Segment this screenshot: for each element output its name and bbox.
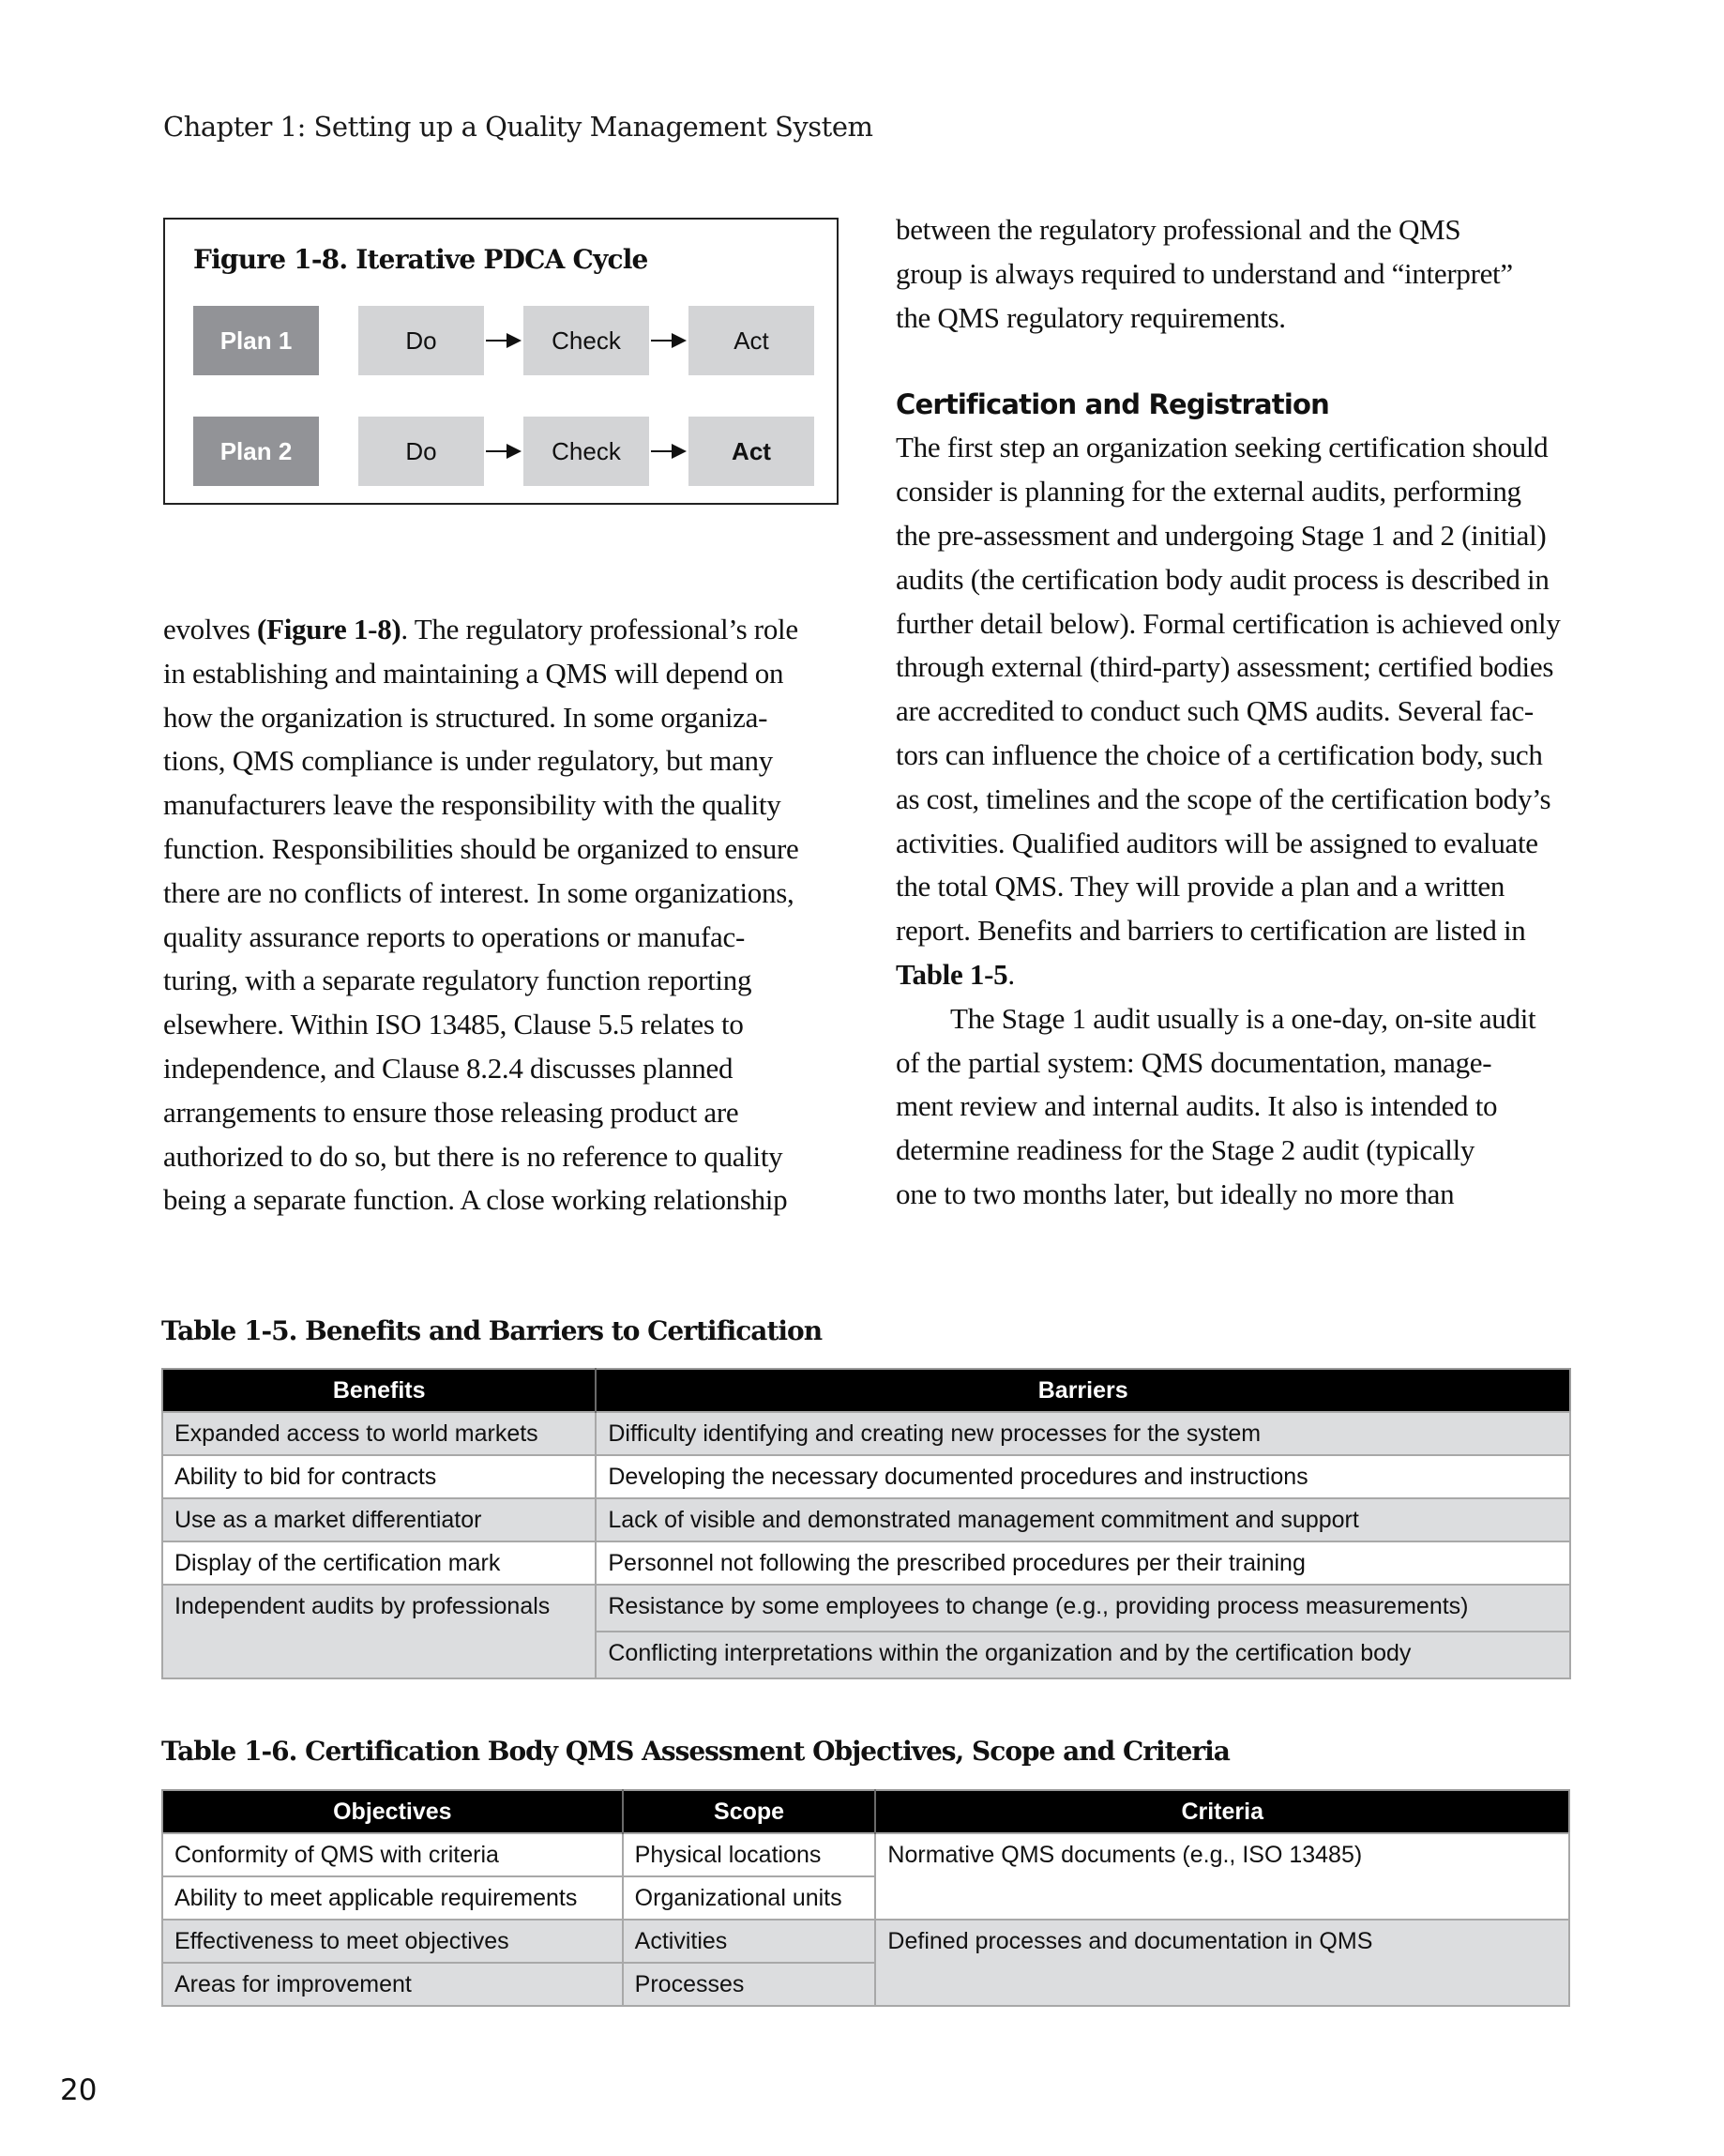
text-line: consider is planning for the external audits, performing xyxy=(896,475,1521,509)
benefit-cell: Use as a market differentiator xyxy=(162,1498,596,1541)
text-line: audits (the certification body audit process is described in xyxy=(896,562,1550,596)
text-line: independence, and Clause 8.2.4 discusses planned xyxy=(163,1051,733,1085)
text-line: quality assurance reports to operations or manufac- xyxy=(163,919,745,953)
table-header-row xyxy=(162,1369,1570,1412)
text-line: arrangements to ensure those releasing product are xyxy=(163,1095,739,1129)
scope-cell: Processes xyxy=(623,1963,876,2006)
text-line: further detail below). Formal certification is achieved only xyxy=(896,606,1561,640)
barrier-cell: Conflicting interpretations within the organization and by the certification body xyxy=(596,1632,1570,1678)
table-1-5 xyxy=(161,1368,1571,1679)
figure-title: Figure 1-8. Iterative PDCA Cycle xyxy=(193,244,648,275)
scope-cell: Activities xyxy=(623,1920,876,1963)
figure-pdca-cycle xyxy=(163,218,839,505)
arrow-right-icon xyxy=(486,340,520,342)
text-span: . The regulatory professional’s role xyxy=(401,613,798,645)
barrier-cell: Lack of visible and demonstrated management commitment and support xyxy=(596,1498,1570,1541)
text-line: of the partial system: QMS documentation, manage- xyxy=(896,1045,1492,1079)
text-line: tors can influence the choice of a certification body, such xyxy=(896,737,1543,771)
table-reference: Table 1-5 xyxy=(896,957,1008,991)
barrier-cell: Difficulty identifying and creating new processes for the system xyxy=(596,1412,1570,1455)
scope-cell: Physical locations xyxy=(623,1833,876,1876)
plan-box: Plan 2 xyxy=(193,417,319,486)
objective-cell: Conformity of QMS with criteria xyxy=(162,1833,623,1876)
benefit-cell: Expanded access to world markets xyxy=(162,1412,596,1455)
barrier-cell: Personnel not following the prescribed procedures per their training xyxy=(596,1541,1570,1585)
pdca-row-2 xyxy=(193,417,812,486)
text-line: authorized to do so, but there is no reference to quality xyxy=(163,1139,783,1173)
table-row xyxy=(162,1920,1569,1963)
arrow-right-icon xyxy=(651,450,685,452)
text-line xyxy=(163,608,848,652)
table-row xyxy=(162,1541,1570,1585)
running-head: Chapter 1: Setting up a Quality Management System xyxy=(163,111,873,143)
text-span: . xyxy=(1007,957,1015,991)
column-header-objectives: Objectives xyxy=(162,1790,623,1833)
table-1-6-title: Table 1-6. Certification Body QMS Assessment Objectives, Scope and Criteria xyxy=(161,1736,1230,1767)
text-line: function. Responsibilities should be organized to ensure xyxy=(163,831,799,865)
text-line: the total QMS. They will provide a plan and a written xyxy=(896,870,1505,903)
arrow-right-icon xyxy=(486,450,520,452)
objective-cell: Areas for improvement xyxy=(162,1963,623,2006)
table-row xyxy=(162,1833,1569,1876)
text-line: in establishing and maintaining a QMS will depend on xyxy=(163,656,784,690)
text-line: manufacturers leave the responsibility with the quality xyxy=(163,788,781,822)
column-header-criteria: Criteria xyxy=(875,1790,1569,1833)
column-header-barriers: Barriers xyxy=(596,1369,1570,1412)
text-span: evolves xyxy=(163,613,258,645)
text-line: elsewhere. Within ISO 13485, Clause 5.5 relates to xyxy=(163,1008,744,1041)
text-line: ment review and internal audits. It also is intended to xyxy=(896,1089,1498,1123)
table-row xyxy=(162,1455,1570,1498)
pdca-row-1 xyxy=(193,306,812,375)
figure-reference: (Figure 1-8) xyxy=(257,613,401,645)
page-number: 20 xyxy=(60,2073,98,2107)
table-header-row xyxy=(162,1790,1569,1833)
act-box: Act xyxy=(688,417,814,486)
scope-cell: Organizational units xyxy=(623,1876,876,1920)
text-line: the QMS regulatory requirements. xyxy=(896,300,1286,334)
table-row xyxy=(162,1412,1570,1455)
check-box: Check xyxy=(523,417,649,486)
text-line: are accredited to conduct such QMS audits. Several fac- xyxy=(896,694,1534,728)
barrier-cell: Developing the necessary documented procedures and instructions xyxy=(596,1455,1570,1498)
text-line: tions, QMS compliance is under regulatory, but many xyxy=(163,744,773,778)
plan-box: Plan 1 xyxy=(193,306,319,375)
do-box: Do xyxy=(358,417,484,486)
text-line: as cost, timelines and the scope of the certification body’s xyxy=(896,782,1551,815)
text-line: determine readiness for the Stage 2 audit (typically xyxy=(896,1133,1475,1167)
text-line: between the regulatory professional and the QMS xyxy=(896,213,1461,246)
column-header-benefits: Benefits xyxy=(162,1369,596,1412)
text-line: through external (third-party) assessment; certified bodies xyxy=(896,650,1554,684)
do-box: Do xyxy=(358,306,484,375)
criteria-cell: Normative QMS documents (e.g., ISO 13485) xyxy=(875,1833,1569,1920)
text-line: group is always required to understand and “interpret” xyxy=(896,256,1513,290)
text-line: turing, with a separate regulatory function reporting xyxy=(163,964,752,997)
barrier-cell: Resistance by some employees to change (e.g., providing process measurements) xyxy=(596,1585,1570,1632)
criteria-cell: Defined processes and documentation in QMS xyxy=(875,1920,1569,2006)
table-row xyxy=(162,1498,1570,1541)
text-line: The Stage 1 audit usually is a one-day, on-site audit xyxy=(950,1001,1536,1035)
section-heading: Certification and Registration xyxy=(896,388,1329,421)
text-line: one to two months later, but ideally no more than xyxy=(896,1177,1455,1210)
benefit-cell: Independent audits by professionals xyxy=(162,1585,596,1678)
arrow-right-icon xyxy=(651,340,685,342)
text-line: activities. Qualified auditors will be assigned to evaluate xyxy=(896,826,1538,859)
text-line: the pre-assessment and undergoing Stage 1 and 2 (initial) xyxy=(896,518,1547,552)
act-box: Act xyxy=(688,306,814,375)
text-line: how the organization is structured. In some organiza- xyxy=(163,700,768,734)
table-1-5-title: Table 1-5. Benefits and Barriers to Certification xyxy=(161,1315,823,1346)
column-header-scope: Scope xyxy=(623,1790,876,1833)
benefit-cell: Ability to bid for contracts xyxy=(162,1455,596,1498)
table-row xyxy=(162,1585,1570,1632)
text-line: there are no conflicts of interest. In some organizations, xyxy=(163,875,794,909)
check-box: Check xyxy=(523,306,649,375)
benefit-cell: Display of the certification mark xyxy=(162,1541,596,1585)
text-line: report. Benefits and barriers to certification are listed in xyxy=(896,914,1526,948)
right-column-text xyxy=(896,208,1580,1217)
text-line: The first step an organization seeking certification should xyxy=(896,431,1549,464)
text-line xyxy=(896,953,1580,997)
objective-cell: Ability to meet applicable requirements xyxy=(162,1876,623,1920)
table-1-6 xyxy=(161,1789,1570,2007)
objective-cell: Effectiveness to meet objectives xyxy=(162,1920,623,1963)
left-column-text xyxy=(163,608,848,1222)
text-line: being a separate function. A close working relationship xyxy=(163,1183,788,1217)
